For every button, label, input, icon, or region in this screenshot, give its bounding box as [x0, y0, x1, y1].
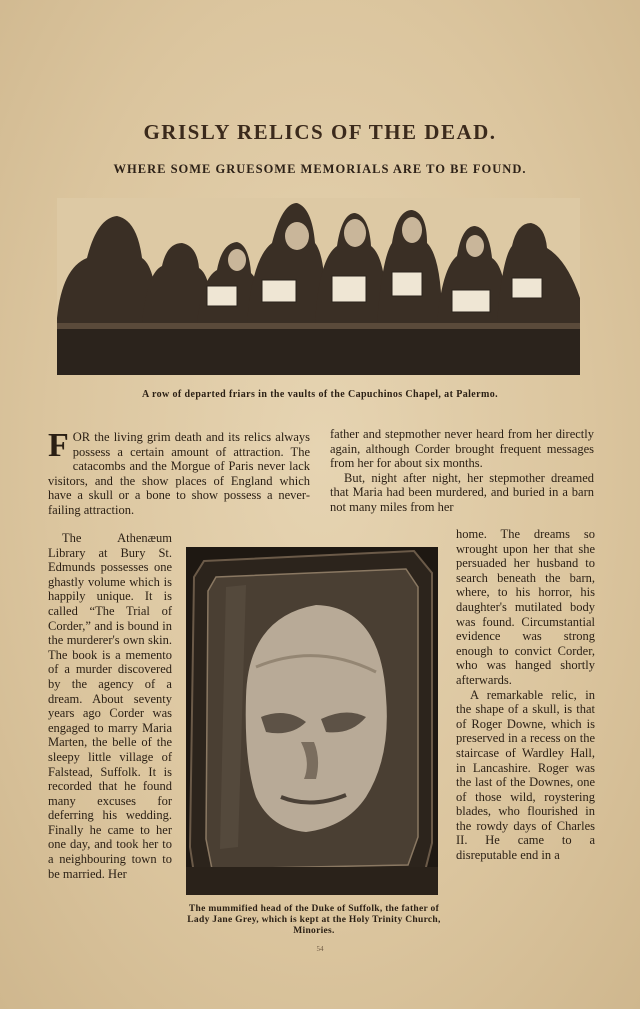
friars-caption: A row of departed friars in the vaults of the Capuchinos Chapel, at Palermo.	[141, 389, 499, 400]
mummified-head-caption: The mummified head of the Duke of Suffolk, the father of Lady Jane Grey, which is kept at the Holy Trinity Church, Minories.	[187, 904, 441, 936]
page-number: 54	[316, 945, 324, 953]
paragraph-intro: OR the living grim death and its relics always possess a certain amount of attraction. The catacombs and the Morgue of Paris never lack visitors, and the show places of England which have a skull or a bone to show possess a never-failing attraction.	[48, 430, 310, 517]
paragraph-home: home. The dreams so wrought upon her that she persuaded her husband to search beneath the barn, where, to his horror, his daughter's mutilated body was found. Circumstantial evidence was strong enough to convict Corder, who was hanged shortly afterwards.	[456, 527, 595, 687]
paragraph-athenaeum: The Athenæum Library at Bury St. Edmunds possesses one ghastly volume which is happily unique. It is called “The Trial of Corder,” and is bound in the murderer's own skin. The book is a memento of a murder discovered by the agency of a dream. About seventy years ago Corder was engaged to marry Maria Marten, the belle of the sleepy little village of Falstead, Suffolk. It is recorded that he found many excuses for deferring his wedding. Finally he came to her one day, and took her to a neighbouring town to be married. Her	[48, 531, 172, 881]
paragraph-father: father and stepmother never heard from her directly again, although Corder brought frequent messages from her for about six months.	[330, 427, 594, 471]
article-subtitle: WHERE SOME GRUESOME MEMORIALS ARE TO BE FOUND.	[113, 162, 527, 176]
article-title: GRISLY RELICS OF THE DEAD.	[143, 120, 497, 144]
text-column-left-top	[48, 427, 310, 518]
drop-cap: F	[48, 427, 69, 464]
text-column-right-top	[330, 427, 594, 515]
text-column-right-narrow	[456, 527, 595, 863]
paragraph-skull: A remarkable relic, in the shape of a skull, is that of Roger Downe, which is preserved in a recess on the staircase of Wardley Hall, in Lancashire. Roger was the last of the Downes, one of those wild, roystering blades, who flourished in the rowdy days of Charles II. He came to a disreputable end in a	[456, 687, 595, 863]
text-column-left-narrow	[48, 531, 172, 881]
friars-photograph	[57, 198, 580, 375]
paragraph-dream: But, night after night, her stepmother dreamed that Maria had been murdered, and buried in a barn not many miles from her	[330, 470, 594, 514]
mummified-head-photograph	[186, 547, 438, 895]
